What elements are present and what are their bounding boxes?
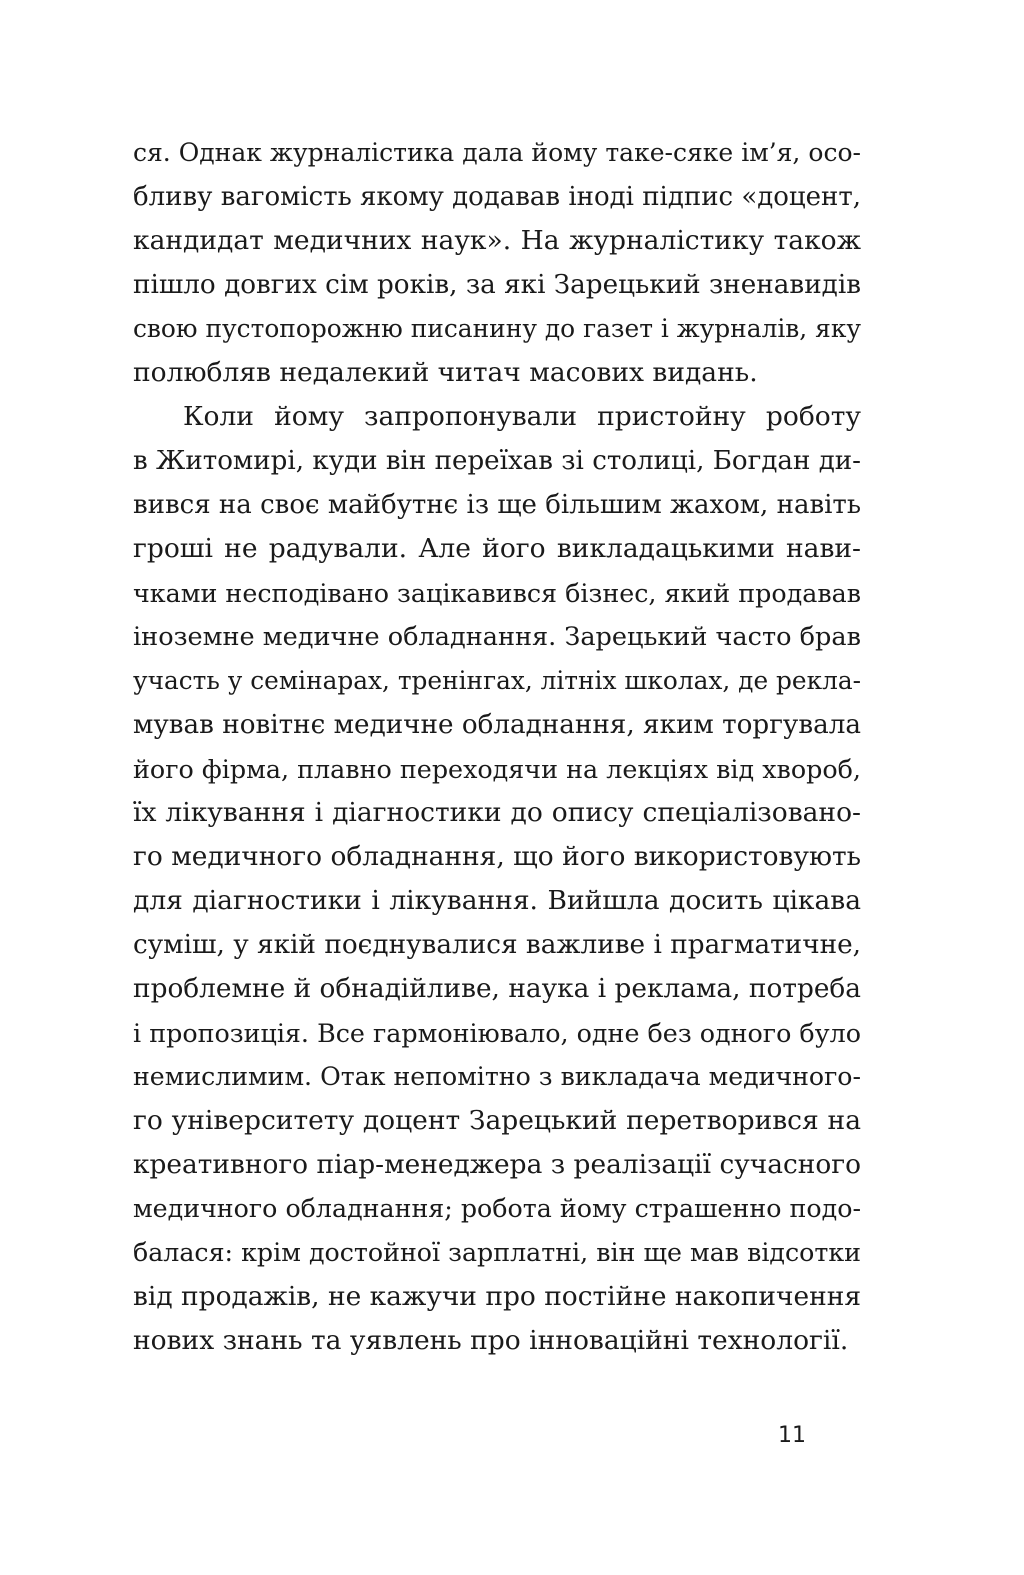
text-line: в Житомирі, куди він переїхав зі столиці, Богдан ди- [133, 446, 861, 476]
text-line: бливу вагомість якому додавав іноді підпис «доцент, [133, 182, 861, 212]
text-line: участь у семінарах, тренінгах, літніх школах, де рекла- [133, 666, 861, 695]
text-line: проблемне й обнадійливе, наука і реклама, потреба [133, 974, 861, 1004]
text-line: і пропозиція. Все гармоніювало, одне без одного було [133, 1018, 861, 1048]
text-line: го медичного обладнання, що його використовують [133, 841, 861, 872]
text-line: суміш, у якій поєднувалися важливе і прагматичне, [133, 930, 861, 960]
text-line: го університету доцент Зарецький перетворився на [133, 1105, 861, 1136]
text-line: від продажів, не кажучи про постійне накопичення [133, 1281, 862, 1312]
body-text [133, 131, 861, 1363]
text-line: вився на своє майбутнє із ще більшим жахом, навіть [133, 490, 861, 520]
text-line: полюбляв недалекий читач масових видань. [133, 357, 758, 388]
text-line: Коли йому запропонували пристойну роботу [183, 401, 861, 432]
text-line: іноземне медичне обладнання. Зарецький часто брав [133, 622, 861, 652]
page-number: 11 [778, 1423, 806, 1448]
text-line: мував новітнє медичне обладнання, яким торгувала [133, 710, 861, 740]
text-line: його фірма, плавно переходячи на лекціях від хвороб, [133, 754, 861, 784]
text-line: немислимим. Отак непомітно з викладача медичного- [133, 1062, 861, 1091]
text-line: гроші не радували. Але його викладацькими нави- [133, 533, 861, 564]
text-line: балася: крім достойної зарплатні, він ще мав відсотки [133, 1238, 861, 1267]
text-line: кандидат медичних наук». На журналістику також [133, 225, 861, 256]
text-line: їх лікування і діагностики до опису спеціалізовано- [133, 797, 861, 828]
text-line: медичного обладнання; робота йому страшенно подо- [133, 1194, 861, 1223]
text-line: креативного піар-менеджера з реалізації сучасного [133, 1149, 861, 1180]
text-line: пішло довгих сім років, за які Зарецький зненавидів [133, 270, 861, 300]
text-line: ся. Однак журналістика дала йому таке-сяке ім’я, осо- [133, 138, 861, 167]
text-line: для діагностики і лікування. Вийшла досить цікава [133, 885, 861, 916]
text-line: свою пустопорожню писанину до газет і журналів, яку [133, 314, 861, 343]
text-line: нових знань та уявлень про інноваційні технології. [133, 1325, 849, 1356]
text-line: чками несподівано зацікавився бізнес, який продавав [133, 578, 862, 608]
